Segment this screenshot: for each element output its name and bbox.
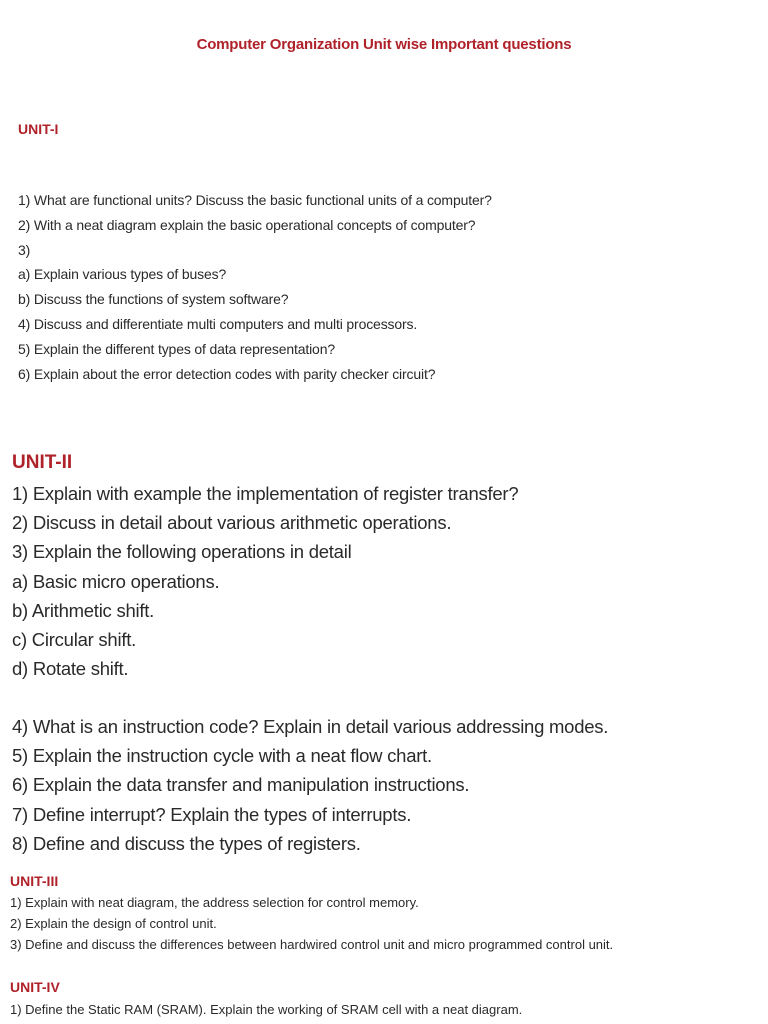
- question-item: 3) Define and discuss the differences between hardwired control unit and micro programmed control unit.: [10, 937, 614, 952]
- unit-2-question-list-continued: [12, 712, 608, 858]
- question-item: 3) Explain the following operations in detail: [12, 541, 352, 563]
- unit-3-question-list: [10, 892, 613, 955]
- unit-4-question-list: [10, 999, 522, 1020]
- question-item: 4) What is an instruction code? Explain in detail various addressing modes.: [12, 716, 609, 737]
- question-item: 6) Explain the data transfer and manipulation instructions.: [12, 774, 470, 796]
- question-item: c) Circular shift.: [12, 629, 136, 651]
- question-item: 2) Explain the design of control unit.: [10, 916, 217, 931]
- question-item: 2) With a neat diagram explain the basic operational concepts of computer?: [18, 216, 476, 233]
- question-item: 1) Explain with neat diagram, the address selection for control memory.: [10, 895, 419, 910]
- unit-1-heading: UNIT-I: [18, 121, 59, 137]
- unit-2-question-list: [12, 479, 518, 683]
- unit-2-heading: UNIT-II: [12, 452, 73, 473]
- question-item: a) Basic micro operations.: [12, 570, 220, 592]
- question-item: 5) Explain the instruction cycle with a neat flow chart.: [12, 745, 432, 767]
- unit-1-question-list: [18, 188, 492, 386]
- question-item: 1) What are functional units? Discuss the basic functional units of a computer?: [18, 192, 492, 208]
- document-title: Computer Organization Unit wise Important questions: [196, 36, 572, 53]
- question-item: 7) Define interrupt? Explain the types of interrupts.: [12, 803, 412, 825]
- question-item: a) Explain various types of buses?: [18, 266, 227, 283]
- question-item: d) Rotate shift.: [12, 658, 129, 680]
- question-item: 2) Discuss in detail about various arithmetic operations.: [12, 512, 452, 534]
- question-item: 5) Explain the different types of data representation?: [18, 340, 335, 357]
- question-item: 3): [18, 241, 31, 258]
- question-item: 8) Define and discuss the types of registers.: [12, 832, 361, 854]
- question-item: 1) Explain with example the implementation of register transfer?: [12, 483, 519, 504]
- unit-3-heading: UNIT-III: [10, 873, 59, 889]
- question-item: b) Arithmetic shift.: [12, 599, 155, 621]
- question-item: 1) Define the Static RAM (SRAM). Explain the working of SRAM cell with a neat diagram.: [10, 1002, 523, 1017]
- question-item: 4) Discuss and differentiate multi computers and multi processors.: [18, 315, 418, 332]
- unit-4-heading: UNIT-IV: [10, 979, 60, 995]
- question-item: 6) Explain about the error detection codes with parity checker circuit?: [18, 365, 436, 382]
- question-item: b) Discuss the functions of system software?: [18, 291, 289, 308]
